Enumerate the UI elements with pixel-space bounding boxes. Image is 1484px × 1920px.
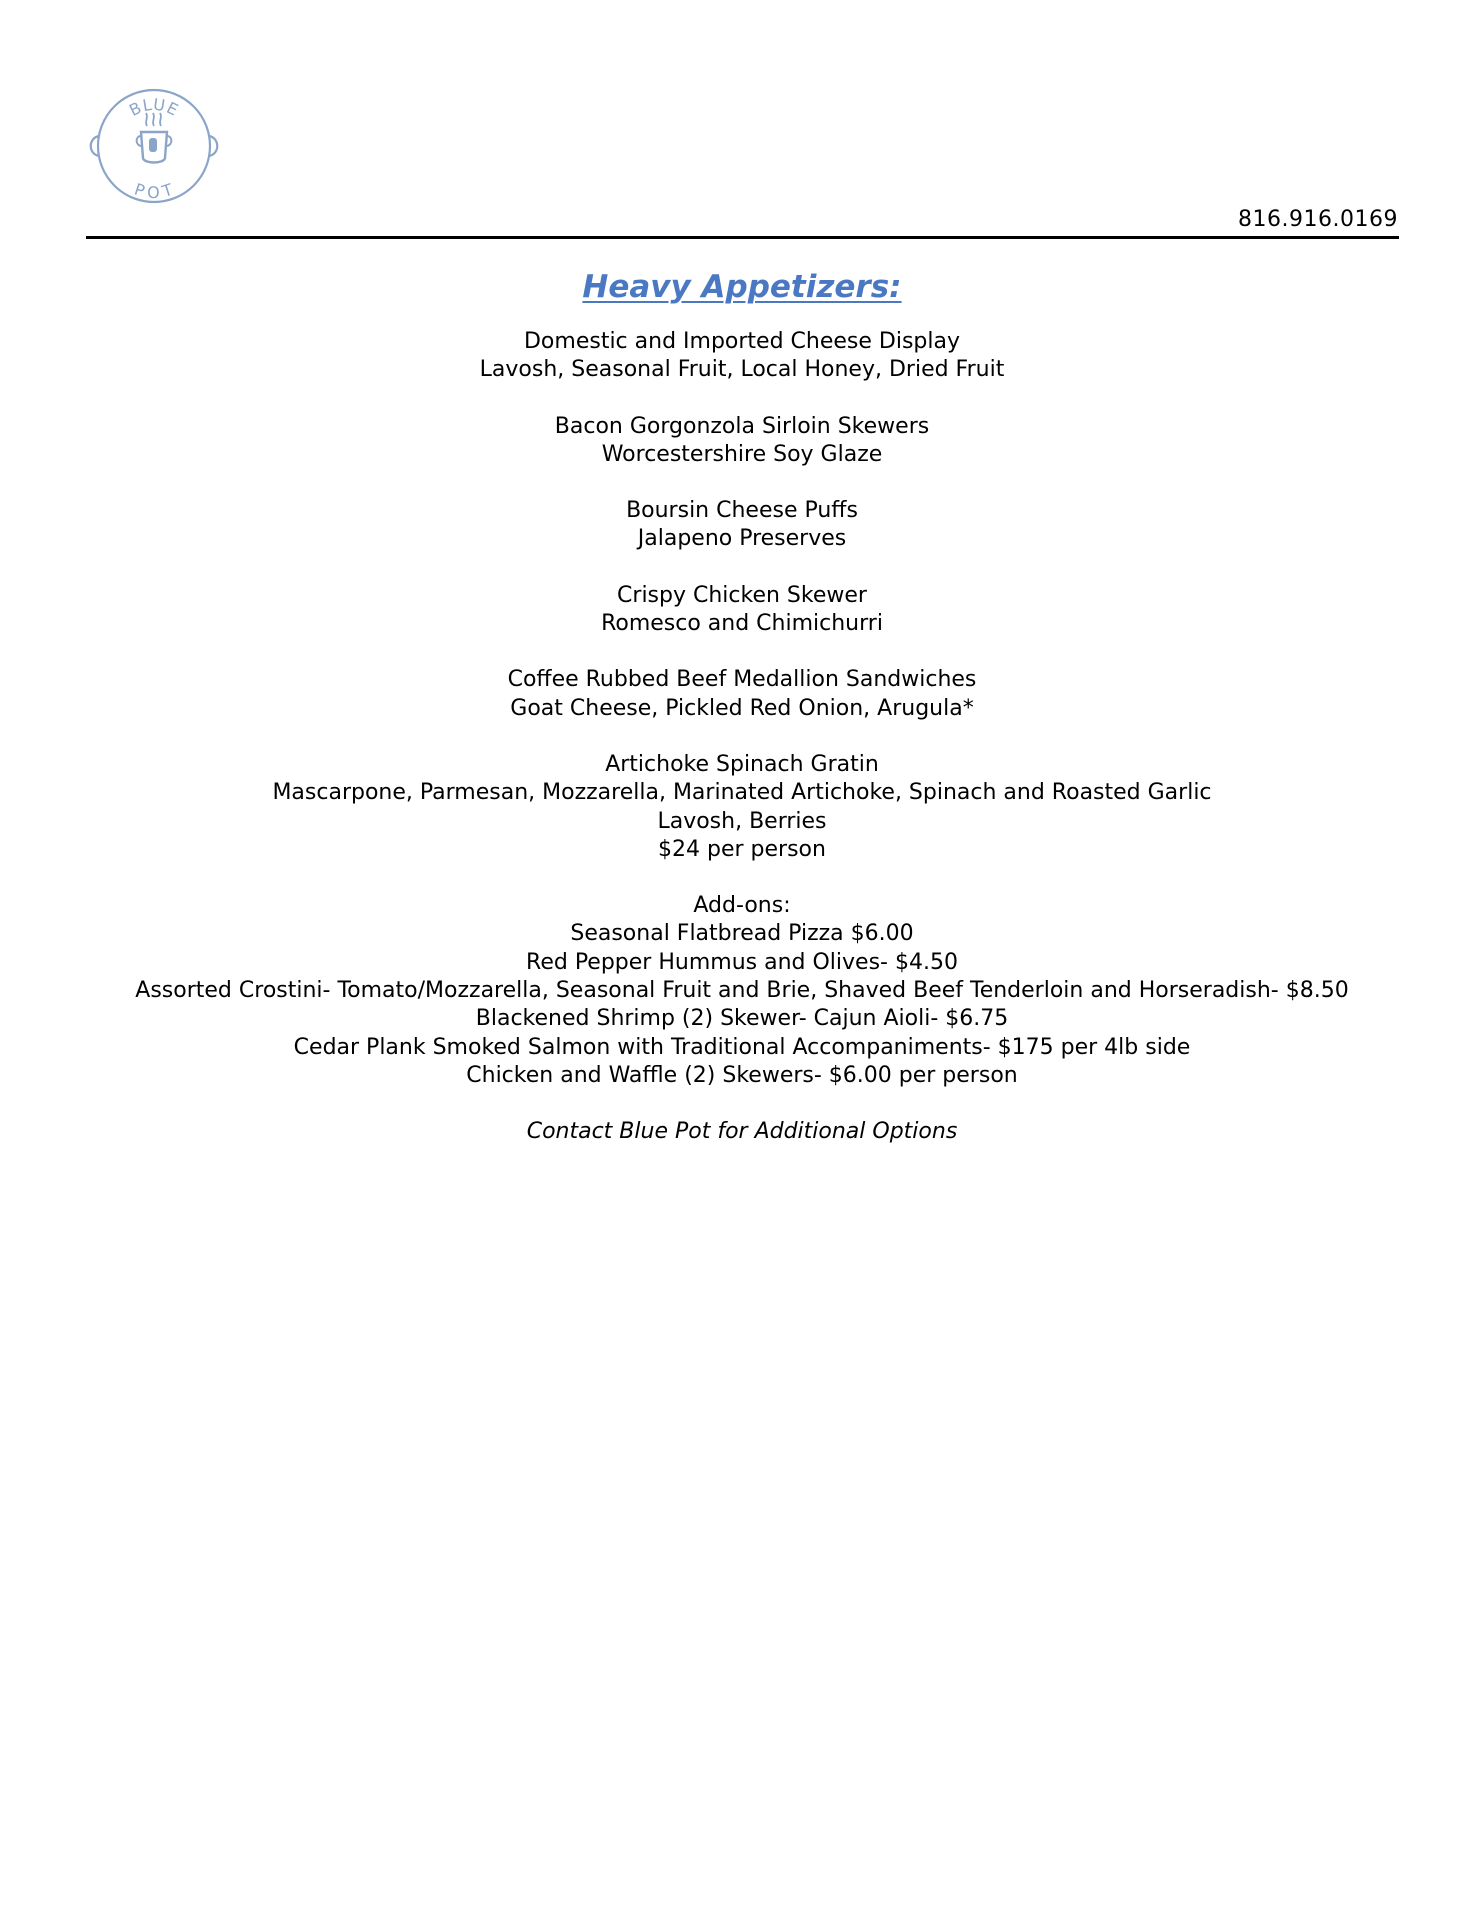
menu-item-name: Domestic and Imported Cheese Display (523, 329, 960, 354)
menu-item (0, 582, 1484, 639)
addon-item: Chicken and Waffle (2) Skewers- $6.00 per person (466, 1062, 1018, 1088)
pot-icon (86, 86, 222, 206)
menu-item (0, 666, 1484, 723)
menu-item-details: Lavosh, Seasonal Fruit, Local Honey, Dried Fruit (479, 357, 1005, 383)
addon-item: Seasonal Flatbread Pizza $6.00 (570, 921, 914, 947)
addons-heading: Add-ons: (693, 893, 791, 919)
menu-item (0, 497, 1484, 554)
menu-content (0, 265, 1484, 1147)
addon-item: Assorted Crostini- Tomato/Mozzarella, Seasonal Fruit and Brie, Shaved Beef Tenderloin and Horseradish- $8.50 (135, 978, 1349, 1004)
menu-item (0, 328, 1484, 385)
menu-item-name: Boursin Cheese Puffs (626, 498, 858, 524)
menu-title: Heavy Appetizers: (582, 269, 902, 305)
menu-item-name: Crispy Chicken Skewer (617, 582, 867, 608)
addon-item: Red Pepper Hummus and Olives- $4.50 (526, 949, 958, 975)
addons-section (0, 892, 1484, 1090)
menu-item-name: Bacon Gorgonzola Sirloin Skewers (554, 413, 930, 439)
price-per-person: $24 per person (658, 836, 826, 862)
menu-item (0, 413, 1484, 470)
menu-item-name: Coffee Rubbed Beef Medallion Sandwiches (507, 667, 977, 693)
menu-item-details: Worcestershire Soy Glaze (601, 441, 883, 467)
menu-item-details: Mascarpone, Parmesan, Mozzarella, Marinated Artichoke, Spinach and Roasted Garlic (272, 780, 1212, 806)
addon-item: Cedar Plank Smoked Salmon with Traditional Accompaniments- $175 per 4lb side (293, 1034, 1191, 1060)
svg-text:POT: POT (131, 179, 177, 203)
menu-item-details: Jalapeno Preserves (637, 526, 847, 552)
contact-note: Contact Blue Pot for Additional Options (526, 1119, 958, 1145)
addon-item: Blackened Shrimp (2) Skewer- Cajun Aioli- $6.75 (475, 1006, 1009, 1032)
svg-text:BLUE: BLUE (126, 94, 183, 120)
header-divider (86, 236, 1399, 239)
menu-item (0, 751, 1484, 864)
menu-item-details: Lavosh, Berries (657, 808, 827, 834)
phone-number: 816.916.0169 (1238, 207, 1398, 232)
menu-item-name: Artichoke Spinach Gratin (605, 751, 879, 777)
blue-pot-logo (86, 86, 222, 206)
menu-item-details: Romesco and Chimichurri (601, 611, 883, 637)
menu-item-details: Goat Cheese, Pickled Red Onion, Arugula* (510, 695, 974, 721)
